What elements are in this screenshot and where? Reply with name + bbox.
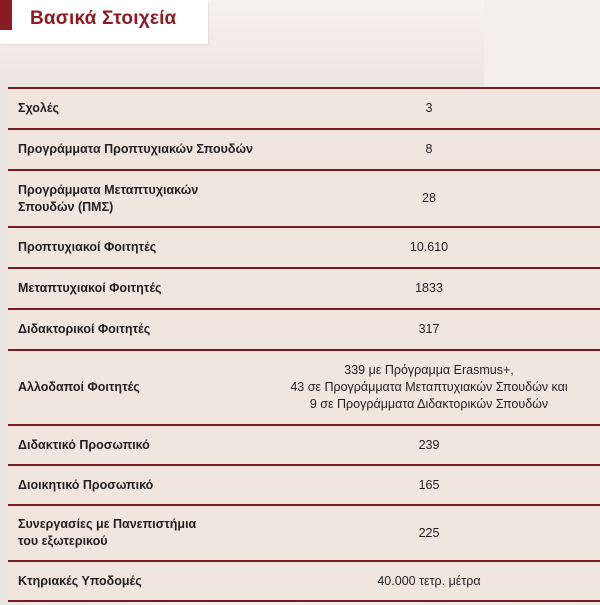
row-value — [266, 362, 600, 413]
table-row — [8, 466, 600, 506]
row-label-line: Σπουδών (ΠΜΣ) — [18, 199, 114, 214]
row-value: 40.000 τετρ. μέτρα — [377, 573, 481, 588]
row-label: Διδακτικό Προσωπικό — [18, 437, 150, 452]
row-value: 1833 — [415, 281, 443, 295]
row-value: 10.610 — [409, 240, 449, 254]
row-label: Κτηριακές Υποδομές — [18, 573, 142, 588]
row-label: Σχολές — [18, 101, 59, 115]
table-row — [8, 426, 600, 466]
row-value-line: 339 με Πρόγραμμα Erasmus+, — [344, 363, 514, 377]
row-label-line: Συνεργασίες με Πανεπιστήμια — [18, 517, 197, 531]
row-label-line: του εξωτερικού — [18, 534, 108, 548]
row-label: Προπτυχιακοί Φοιτητές — [18, 240, 157, 254]
row-value-line: 9 σε Προγράμματα Διδακτορικών Σπουδών — [309, 397, 549, 411]
statistics-table — [8, 87, 600, 602]
table-row — [8, 351, 600, 426]
table-row — [8, 89, 600, 130]
row-label — [8, 182, 266, 216]
header-accent-tab — [0, 0, 12, 30]
table-row — [8, 310, 600, 351]
table-row — [8, 506, 600, 562]
row-value: 8 — [425, 142, 433, 156]
section-header — [0, 0, 208, 44]
row-label: Προγράμματα Προπτυχιακών Σπουδών — [18, 142, 254, 156]
table-row — [8, 269, 600, 310]
row-value: 239 — [418, 437, 440, 452]
row-label — [8, 516, 266, 550]
table-row — [8, 171, 600, 228]
row-label: Αλλοδαποί Φοιτητές — [18, 380, 140, 394]
row-label: Διοικητικό Προσωπικό — [18, 477, 154, 492]
row-label-line: Προγράμματα Μεταπτυχιακών — [18, 182, 199, 197]
table-row — [8, 228, 600, 269]
row-value: 165 — [418, 477, 440, 492]
row-label: Μεταπτυχιακοί Φοιτητές — [18, 281, 162, 295]
row-label: Διδακτορικοί Φοιτητές — [18, 322, 151, 336]
row-value: 3 — [425, 101, 433, 115]
table-row — [8, 130, 600, 171]
row-value: 317 — [418, 322, 440, 336]
row-value-line: 43 σε Προγράμματα Μεταπτυχιακών Σπουδών και — [290, 380, 568, 394]
table-row — [8, 562, 600, 602]
row-value: 225 — [418, 525, 440, 540]
row-value: 28 — [422, 191, 436, 205]
page-title: Βασικά Στοιχεία — [30, 8, 177, 29]
